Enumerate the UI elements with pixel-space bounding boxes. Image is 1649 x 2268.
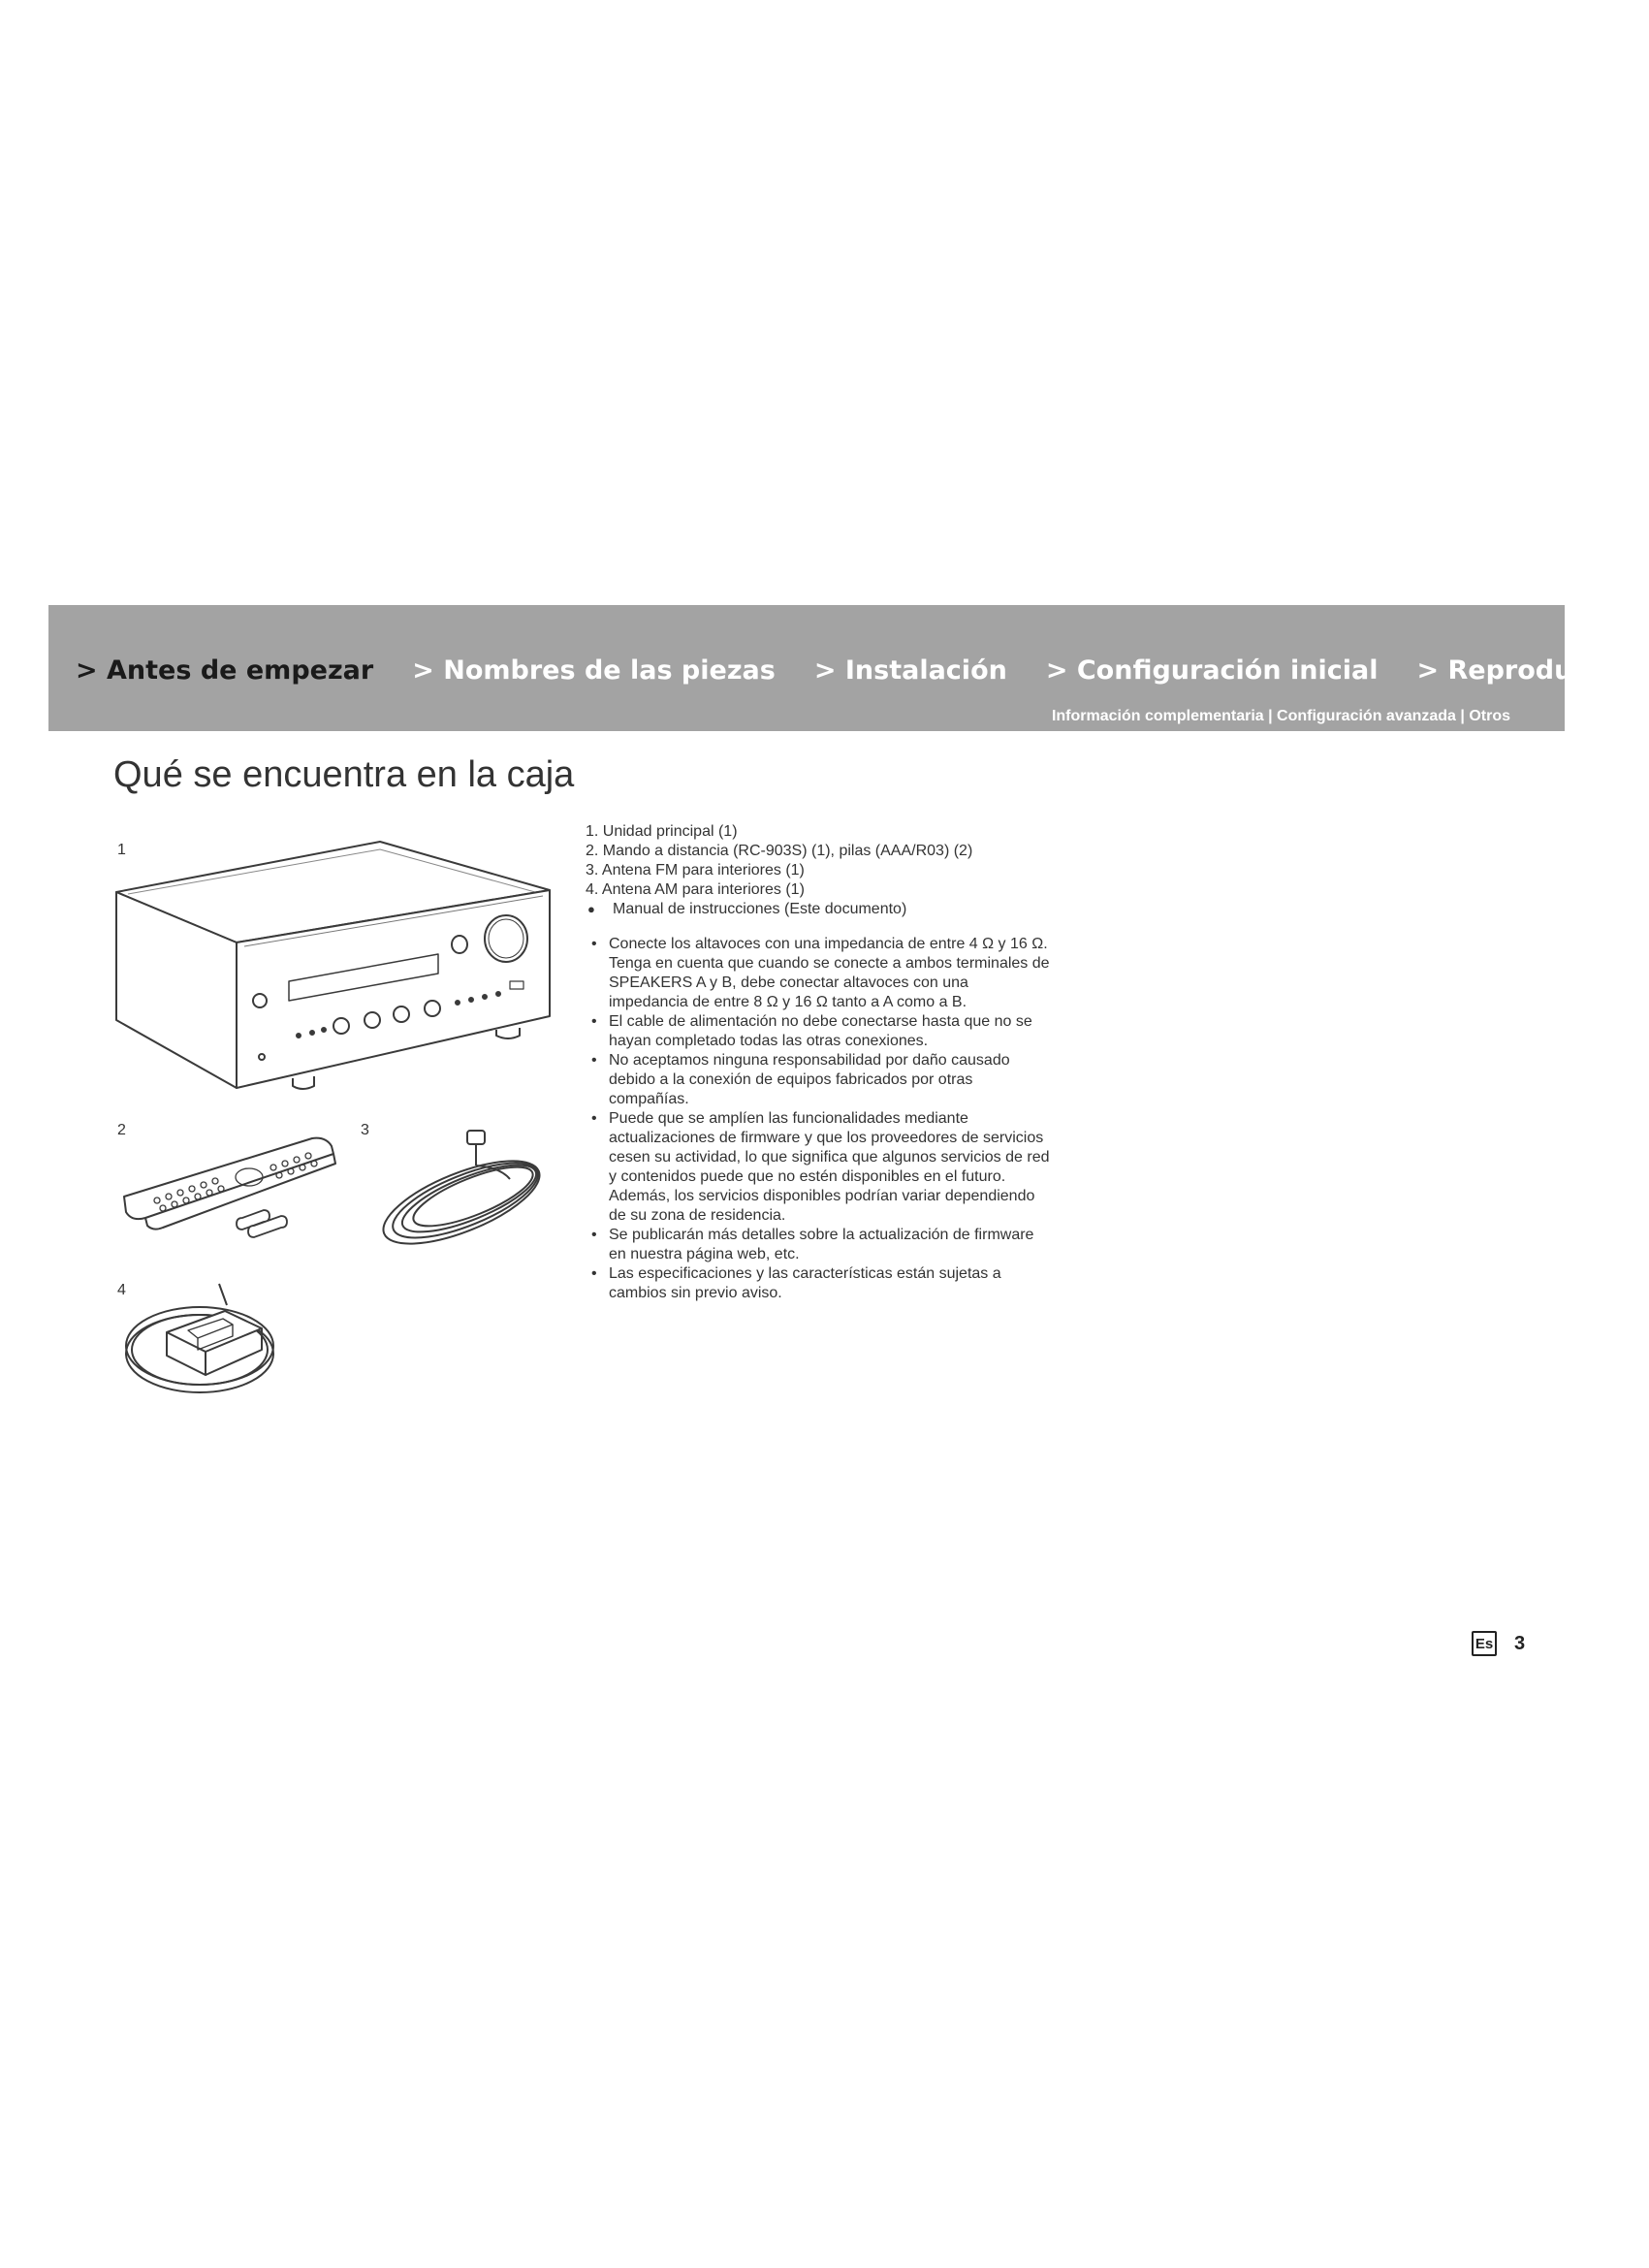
list-item: 1. Unidad principal (1) xyxy=(586,823,738,840)
list-item: 3. Antena FM para interiores (1) xyxy=(586,862,805,878)
figure-label-1: 1 xyxy=(117,842,126,858)
page-title: Qué se encuentra en la caja xyxy=(113,754,575,795)
am-loop-antenna-illustration xyxy=(118,1282,283,1398)
bullet-icon: • xyxy=(591,936,597,952)
bullet-icon: • xyxy=(591,1227,597,1243)
bullet-icon: • xyxy=(591,1265,597,1282)
note-text: El cable de alimentación no debe conectarse hasta que no se hayan completado todas las otras conexiones. xyxy=(609,1013,1032,1049)
bullet-icon: • xyxy=(591,1110,597,1127)
note-item xyxy=(586,1109,1051,1226)
sub-nav-others-link[interactable]: Otros xyxy=(1469,708,1510,724)
bullet-icon: • xyxy=(591,1013,597,1030)
note-text: Las especificaciones y las características están sujetas a cambios sin previo aviso. xyxy=(609,1265,1001,1301)
list-item: 2. Mando a distancia (RC-903S) (1), pilas (AAA/R03) (2) xyxy=(586,843,973,859)
tab-instalacion[interactable]: > Instalación xyxy=(813,655,1007,686)
note-text: Conecte los altavoces con una impedancia de entre 4 Ω y 16 Ω. Tenga en cuenta que cuando se conecte a ambos terminales de SPEAKERS A y B, debe conectar altavoces con una impedancia de entre 8 Ω y 16 Ω tanto a A como a B. xyxy=(609,936,1050,1010)
tab-reproduccion[interactable]: > Reproducción xyxy=(1416,655,1649,686)
note-item xyxy=(586,1226,1051,1264)
bullet-icon: • xyxy=(591,1052,597,1069)
page-number: 3 xyxy=(1514,1633,1526,1654)
nav-bar xyxy=(48,605,1649,731)
note-item xyxy=(586,1264,1051,1303)
contents-list xyxy=(586,822,972,919)
list-item xyxy=(586,900,972,919)
figure-label-2: 2 xyxy=(117,1122,126,1138)
fm-antenna-illustration xyxy=(365,1125,556,1245)
list-item-text: Manual de instrucciones (Este documento) xyxy=(613,901,907,917)
note-text: Puede que se amplíen las funcionalidades mediante actualizaciones de firmware y que los proveedores de servicios cesen su actividad, lo que significa que algunos servicios de red y contenidos puede que no estén disponibles en el futuro. Además, los servicios disponibles podrían variar dependiendo de su zona de residencia. xyxy=(609,1110,1050,1224)
language-badge: Es xyxy=(1472,1631,1497,1656)
sub-nav-info-link[interactable]: Información complementaria xyxy=(1051,708,1264,724)
bullet-icon: ● xyxy=(587,902,595,916)
sub-nav-separator: | xyxy=(1455,708,1470,724)
sub-nav xyxy=(1052,708,1510,725)
list-item: 4. Antena AM para interiores (1) xyxy=(586,881,805,898)
note-text: Se publicarán más detalles sobre la actualización de firmware en nuestra página web, etc. xyxy=(609,1227,1034,1262)
note-item xyxy=(586,1012,1051,1051)
notes-list xyxy=(586,935,1051,1303)
sub-nav-separator: | xyxy=(1263,708,1278,724)
tab-nombres-de-las-piezas[interactable]: > Nombres de las piezas xyxy=(412,655,776,686)
receiver-unit-illustration xyxy=(109,836,556,1096)
remote-control-illustration xyxy=(118,1133,341,1241)
tab-configuracion-inicial[interactable]: > Configuración inicial xyxy=(1045,655,1379,686)
figure-label-4: 4 xyxy=(117,1282,126,1298)
note-item xyxy=(586,1051,1051,1109)
nav-tabs xyxy=(76,655,1649,686)
note-item xyxy=(586,935,1051,1012)
tab-antes-de-empezar[interactable]: > Antes de empezar xyxy=(76,655,374,686)
sub-nav-advanced-link[interactable]: Configuración avanzada xyxy=(1277,708,1456,724)
note-text: No aceptamos ninguna responsabilidad por daño causado debido a la conexión de equipos fabricados por otras compañías. xyxy=(609,1052,1010,1107)
figure-label-3: 3 xyxy=(361,1122,369,1138)
